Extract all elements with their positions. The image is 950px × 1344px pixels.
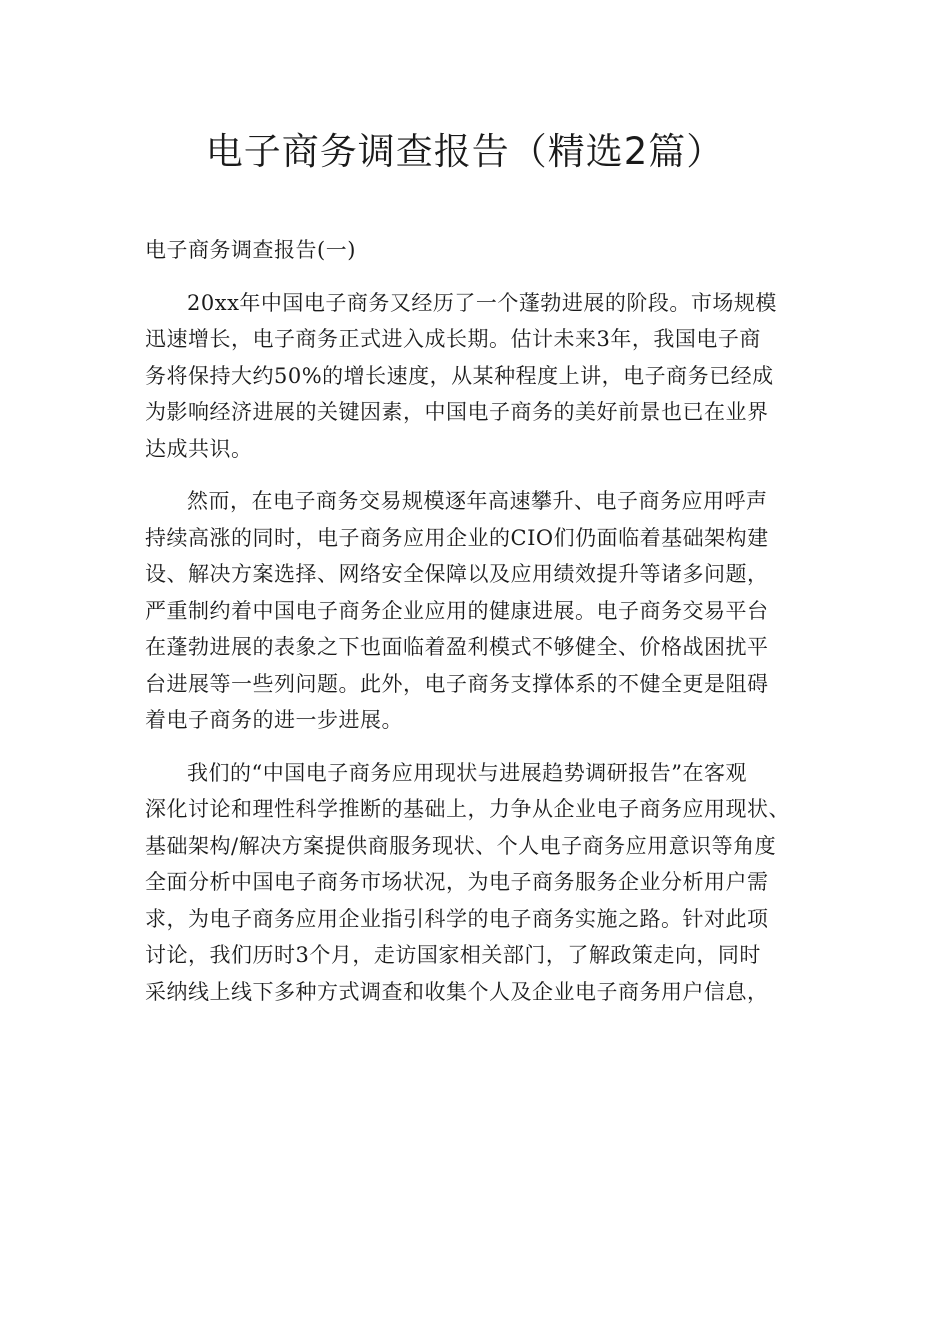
- paragraph-line: 在蓬勃进展的表象之下也面临着盈利模式不够健全、价格战困扰平: [145, 635, 769, 659]
- paragraph-3: [145, 755, 825, 1011]
- paragraph-line: 然而，在电子商务交易规模逐年高速攀升、电子商务应用呼声: [187, 489, 768, 513]
- paragraph-line: 为影响经济进展的关键因素，中国电子商务的美好前景也已在业界: [145, 400, 769, 424]
- paragraph-line: 采纳线上线下多种方式调查和收集个人及企业电子商务用户信息，: [145, 979, 769, 1004]
- paragraph-line: 深化讨论和理性科学推断的基础上，力争从企业电子商务应用现状、: [145, 797, 790, 821]
- paragraph-2: [145, 483, 825, 739]
- paragraph-line: 讨论，我们历时3个月，走访国家相关部门，了解政策走向，同时: [145, 943, 761, 967]
- document-title: 电子商务调查报告（精选2篇）: [205, 130, 725, 173]
- paragraph-line: 迅速增长，电子商务正式进入成长期。估计未来3年，我国电子商: [145, 327, 761, 351]
- paragraph-line: 严重制约着中国电子商务企业应用的健康进展。电子商务交易平台: [145, 598, 769, 623]
- paragraph-line: 全面分析中国电子商务市场状况，为电子商务服务企业分析用户需: [145, 870, 769, 894]
- paragraph-line: 设、解决方案选择、网络安全保障以及应用绩效提升等诸多问题，: [145, 562, 769, 586]
- paragraph-line: 台进展等一些列问题。此外，电子商务支撑体系的不健全更是阻碍: [145, 671, 769, 696]
- paragraph-line: 我们的“中国电子商务应用现状与进展趋势调研报告”在客观: [187, 760, 747, 785]
- paragraph-line: 持续高涨的同时，电子商务应用企业的CIO们仍面临着基础架构建: [145, 525, 769, 550]
- paragraph-line: 达成共识。: [145, 436, 253, 461]
- paragraph-line: 求，为电子商务应用企业指引科学的电子商务实施之路。针对此项: [145, 906, 769, 931]
- paragraph-line: 20xx年中国电子商务又经历了一个蓬勃进展的阶段。市场规模: [187, 290, 777, 315]
- paragraph-1: [145, 285, 825, 468]
- section-heading: 电子商务调查报告(一): [145, 238, 356, 262]
- document-body: [145, 232, 825, 1026]
- paragraph-line: 务将保持大约50%的增长速度，从某种程度上讲，电子商务已经成: [145, 363, 774, 388]
- paragraph-line: 着电子商务的进一步进展。: [145, 708, 403, 732]
- paragraph-line: 基础架构/解决方案提供商服务现状、个人电子商务应用意识等角度: [145, 833, 777, 858]
